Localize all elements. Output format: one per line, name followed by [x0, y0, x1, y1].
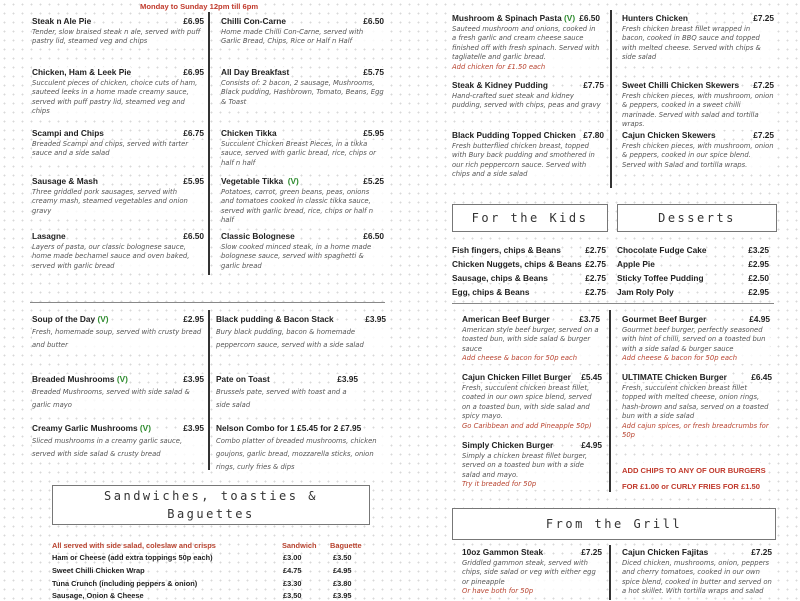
- menu-item: [622, 372, 772, 440]
- item-name: 10oz Gammon Steak: [462, 547, 544, 557]
- menu-item: [452, 80, 604, 111]
- menu-item: [622, 314, 770, 364]
- sandwich-price: £4.75: [283, 566, 302, 575]
- item-price: £5.95: [363, 128, 384, 138]
- sandwich-name: Sweet Chilli Chicken Wrap: [52, 566, 145, 575]
- section-title-desserts: Desserts: [617, 204, 777, 232]
- item-description: Bury black pudding, bacon & homemade peppercorn sauce, served with a side salad: [216, 326, 386, 352]
- item-name: Chocolate Fudge Cake: [617, 245, 707, 255]
- item-name: Chicken, Ham & Leek Pie: [32, 67, 132, 77]
- item-name: Chilli Con-Carne: [221, 16, 286, 26]
- item-name-text: Mushroom & Spinach Pasta: [452, 13, 562, 23]
- menu-item: [216, 314, 386, 352]
- item-name: Fish fingers, chips & Beans: [452, 245, 561, 255]
- item-description: Fresh chicken breast fillet wrapped in bacon, cooked in BBQ sauce and topped with melted cheese. Served with chips & side salad: [622, 25, 774, 63]
- item-price: £3.95: [183, 374, 204, 384]
- item-price: £5.25: [363, 176, 384, 186]
- item-price: £2.75: [585, 273, 606, 283]
- vegetarian-badge: (V): [97, 314, 109, 324]
- sandwich-name: Sausage, Onion & Cheese: [52, 591, 144, 600]
- section-title-grill: From the Grill: [452, 508, 776, 540]
- sandwich-price: £3.50: [283, 591, 302, 600]
- item-price: £2.75: [585, 259, 606, 269]
- item-price: £6.50: [579, 13, 600, 23]
- menu-item: [32, 128, 204, 159]
- menu-item: [216, 374, 358, 412]
- item-price: £4.95: [749, 314, 770, 324]
- item-name-text: Nelson Combo: [216, 423, 275, 433]
- item-name: Classic Bolognese: [221, 231, 295, 241]
- item-name: Egg, chips & Beans: [452, 287, 530, 297]
- baguette-price: £3.95: [333, 591, 352, 600]
- item-name-text: Breaded Mushrooms: [32, 374, 115, 384]
- dessert-item: [617, 245, 769, 259]
- vegetarian-badge: (V): [287, 176, 299, 186]
- section-title-kids: For the Kids: [452, 204, 608, 232]
- sandwich-name: Tuna Crunch (including peppers & onion): [52, 579, 198, 588]
- item-description: Layers of pasta, our classic bolognese sauce, home made bechamel sauce and oven baked, served with garlic bread: [32, 243, 204, 271]
- item-price: £6.45: [751, 372, 772, 382]
- item-price: £3.95: [183, 423, 204, 433]
- item-name: Black pudding & Bacon Stack: [216, 314, 334, 324]
- menu-item: [462, 314, 600, 364]
- item-description: Fresh chicken pieces, with mushroom, onion & peppers, cooked in a sweet chilli marinade. Served with salad and tortilla wraps.: [622, 92, 774, 129]
- menu-item: [462, 547, 602, 597]
- menu-item: [221, 176, 384, 226]
- item-price: £3.95: [337, 374, 358, 384]
- menu-item: [221, 16, 384, 47]
- column-divider: [208, 12, 210, 275]
- item-price: £4.95: [581, 440, 602, 450]
- vegetarian-badge: (V): [564, 13, 576, 23]
- item-price: £6.75: [183, 128, 204, 138]
- item-price: £3.25: [748, 245, 769, 255]
- item-description: Three griddled pork sausages, served with creamy mash, steamed vegetables and onion gravy: [32, 188, 204, 216]
- item-name: [216, 423, 361, 433]
- item-price: £5.45: [581, 372, 602, 382]
- kids-list: [452, 245, 606, 301]
- item-name: Steak n Ale Pie: [32, 16, 92, 26]
- item-description: American style beef burger, served on a toasted bun, with side salad & burger sauce: [462, 326, 599, 353]
- item-name: All Day Breakfast: [221, 67, 290, 77]
- menu-item: [452, 130, 604, 180]
- section-title-sandwiches: Sandwiches, toasties & Baguettes: [52, 485, 370, 525]
- item-price: £2.95: [748, 259, 769, 269]
- item-name: Simply Chicken Burger: [462, 440, 554, 450]
- sandwich-row: [52, 553, 362, 563]
- item-description: Fresh chicken pieces, with mushroom, onion & peppers, cooked in our spice blend. Served with Salad and tortilla wraps.: [622, 142, 774, 169]
- item-price: £7.25: [581, 547, 602, 557]
- item-description: Combo platter of breaded mushrooms, chicken goujons, garlic bread, mozzarella sticks, onion rings, curly fries & dips: [216, 435, 386, 474]
- kids-item: [452, 287, 606, 301]
- item-name: Hunters Chicken: [622, 13, 688, 23]
- item-price: £3.95: [365, 314, 386, 324]
- column-divider: [609, 310, 611, 492]
- kids-item: [452, 273, 606, 287]
- kids-item: [452, 245, 606, 259]
- item-price: £7.75: [583, 80, 604, 90]
- item-description: Griddled gammon steak, served with chips, side salad or veg with either egg or pineapple: [462, 559, 602, 587]
- menu-item: [622, 547, 772, 597]
- menu-item: [221, 231, 384, 271]
- item-price: £3.75: [579, 314, 600, 324]
- item-description: Diced chicken, mushrooms, onion, peppers and cherry tomatoes, cooked in our own spice blend, cooked in butter and served on a hot skillet. With tortilla wraps and salad: [622, 559, 772, 596]
- item-name: Chicken Nuggets, chips & Beans: [452, 259, 582, 269]
- item-name: Lasagne: [32, 231, 66, 241]
- menu-item: [32, 16, 204, 47]
- item-name-text: Soup of the Day: [32, 314, 96, 324]
- sandwich-name: Ham or Cheese (add extra toppings 50p each): [52, 553, 213, 562]
- item-name-text: Creamy Garlic Mushrooms: [32, 423, 138, 433]
- item-name: Sweet Chilli Chicken Skewers: [622, 80, 740, 90]
- item-name: [221, 176, 299, 186]
- item-description: Home made Chilli Con-Carne, served with Garlic Bread, Chips, Rice or Half n Half: [221, 28, 384, 47]
- item-description: Sliced mushrooms in a creamy garlic sauce, served with side salad & crusty bread: [32, 435, 204, 461]
- item-description: Fresh, succulent chicken breast fillet topped with melted cheese, onion rings, hash-brown and salsa, served on a toasted bun with a side salad: [622, 384, 772, 422]
- section-divider: [452, 303, 774, 304]
- baguette-price: £3.50: [333, 553, 352, 562]
- sandwich-note: All served with side salad, coleslaw and crisps: [52, 541, 216, 550]
- item-description: Fresh, homemade soup, served with crusty bread and butter: [32, 326, 204, 352]
- item-description: Sauteed mushroom and onions, cooked in a fresh garlic and cream cheese sauce finished off with fresh spinach. Served with tagliatelle and garlic bread.: [452, 25, 600, 62]
- item-description: Breaded Scampi and chips, served with tarter sauce and a side salad: [32, 140, 204, 159]
- item-name-text: Vegetable Tikka: [221, 176, 284, 186]
- item-description: Consists of: 2 bacon, 2 sausage, Mushrooms, Black pudding, Hashbrown, Tomato, Beans, Egg & Toast: [221, 79, 384, 106]
- sandwich-price: £3.30: [283, 579, 302, 588]
- item-price: £2.75: [585, 287, 606, 297]
- item-price: £6.50: [363, 16, 384, 26]
- item-extra: Go Caribbean and add Pineapple 50p): [462, 422, 602, 431]
- menu-item: [622, 130, 774, 170]
- item-price: £5.95: [183, 176, 204, 186]
- item-name: Cajun Chicken Fillet Burger: [462, 372, 571, 382]
- menu-item: [32, 374, 204, 412]
- chips-note-line1: ADD CHIPS TO ANY OF OUR BURGERS: [622, 466, 766, 475]
- dessert-item: [617, 259, 769, 273]
- item-price: £7.25: [753, 13, 774, 23]
- baguette-price: £4.95: [333, 566, 352, 575]
- item-extra: Or have both for 50p: [462, 587, 602, 596]
- item-price: £2.75: [585, 245, 606, 255]
- item-name: Jam Roly Poly: [617, 287, 674, 297]
- sandwich-row: [52, 566, 362, 576]
- sandwich-column-header: Sandwich: [282, 541, 317, 550]
- item-description: Succulent pieces of chicken, choice cuts of ham, sauteed leeks in a home made creamy sauce, served with puff pastry lid, steamed veg and chips: [32, 79, 204, 117]
- baguette-column-header: Baguette: [330, 541, 362, 550]
- item-price: £6.50: [363, 231, 384, 241]
- chips-upsell-note: [622, 463, 766, 495]
- item-description: Fresh, succulent chicken breast fillet, coated in our own spice blend, served on a toasted bun, with side salad and spicy mayo.: [462, 384, 602, 422]
- item-price: £2.95: [748, 287, 769, 297]
- item-name: Apple Pie: [617, 259, 655, 269]
- menu-item: [32, 423, 204, 461]
- item-name: Cajun Chicken Skewers: [622, 130, 716, 140]
- menu-item: [622, 13, 774, 63]
- menu-item: [32, 314, 204, 352]
- item-extra: Add cheese & bacon for 50p each: [462, 354, 600, 363]
- kids-item: [452, 259, 606, 273]
- item-description: Fresh butterflied chicken breast, topped with Bury back pudding and smothered in our rich peppercorn sauce. Served with chips and a side salad: [452, 142, 604, 180]
- item-description: Brussels pate, served with toast and a side salad: [216, 386, 358, 412]
- menu-item: [462, 372, 602, 431]
- menu-item: [32, 67, 204, 117]
- column-divider: [208, 310, 210, 470]
- item-name: Scampi and Chips: [32, 128, 104, 138]
- baguette-price: £3.80: [333, 579, 352, 588]
- menu-item: [221, 128, 384, 168]
- vegetarian-badge: (V): [139, 423, 151, 433]
- dessert-item: [617, 287, 769, 301]
- item-price: £6.95: [183, 16, 204, 26]
- item-name: Sausage, chips & Beans: [452, 273, 548, 283]
- item-price: £7.25: [751, 547, 772, 557]
- item-name: ULTIMATE Chicken Burger: [622, 372, 727, 382]
- item-name: Steak & Kidney Pudding: [452, 80, 548, 90]
- item-description: Slow cooked minced steak, in a home made bolognese sauce, served with spaghetti & garlic bread: [221, 243, 384, 271]
- item-description: Succulent Chicken Breast Pieces, in a tikka sauce, served with garlic bread, rice, chips or half n half: [221, 140, 384, 168]
- chips-note-line2: FOR £1.00 or CURLY FRIES FOR £1.50: [622, 481, 760, 491]
- item-price: £7.25: [753, 130, 774, 140]
- menu-item: [462, 440, 602, 490]
- menu-item: [452, 13, 600, 72]
- item-name: Sticky Toffee Pudding: [617, 273, 704, 283]
- menu-item: [622, 80, 774, 130]
- item-name: [32, 423, 151, 433]
- item-price: £7.80: [583, 130, 604, 140]
- item-description: Tender, slow braised steak n ale, served with puff pastry lid, steamed veg and chips: [32, 28, 204, 47]
- item-name: Gourmet Beef Burger: [622, 314, 707, 324]
- item-price: £2.50: [748, 273, 769, 283]
- item-description: Breaded Mushrooms, served with side salad & garlic mayo: [32, 386, 204, 412]
- item-extra: Try it breaded for 50p: [462, 480, 602, 489]
- desserts-list: [617, 245, 769, 301]
- menu-item: [32, 176, 204, 216]
- item-name: [452, 13, 575, 23]
- combo-price: for 1 £5.45 for 2 £7.95: [276, 423, 362, 433]
- item-name: [32, 314, 109, 324]
- item-name: Chicken Tikka: [221, 128, 277, 138]
- item-description: Gourmet beef burger, perfectly seasoned with hint of chilli, served on a toasted bun with a side salad & burger sauce: [622, 326, 770, 354]
- item-description: Potatoes, carrot, green beans, peas, onions and tomatoes cooked in classic tikka sauce, served with garlic bread, rice, chips or half n half: [221, 188, 384, 226]
- sandwich-row: [52, 579, 362, 589]
- item-price: £5.75: [363, 67, 384, 77]
- item-description: Hand-crafted suet steak and kidney pudding, served with chips, peas and gravy: [452, 92, 604, 111]
- item-description: Simply a chicken breast fillet burger, served on a toasted bun with a side salad and mayo.: [462, 452, 602, 480]
- menu-item: [216, 423, 386, 474]
- item-price: £6.50: [183, 231, 204, 241]
- item-price: £2.95: [183, 314, 204, 324]
- item-name: Sausage & Mash: [32, 176, 98, 186]
- item-extra: Add cajun spices, or fresh breadcrumbs for 50p: [622, 422, 772, 441]
- item-name: Pate on Toast: [216, 374, 270, 384]
- section-divider: [30, 302, 385, 303]
- opening-hours: Monday to Sunday 12pm till 6pm: [140, 2, 259, 11]
- menu-item: [221, 67, 384, 107]
- item-price: £6.95: [183, 67, 204, 77]
- item-extra: Add cheese & bacon for 50p each: [622, 354, 770, 363]
- vegetarian-badge: (V): [116, 374, 128, 384]
- dessert-item: [617, 273, 769, 287]
- menu-item: [32, 231, 204, 271]
- item-price: £7.25: [753, 80, 774, 90]
- column-divider: [610, 10, 612, 188]
- item-name: Cajun Chicken Fajitas: [622, 547, 709, 557]
- item-name: American Beef Burger: [462, 314, 550, 324]
- item-name: [32, 374, 128, 384]
- item-name: Black Pudding Topped Chicken: [452, 130, 576, 140]
- sandwich-price: £3.00: [283, 553, 302, 562]
- item-extra: Add chicken for £1.50 each: [452, 63, 600, 72]
- column-divider: [609, 545, 611, 600]
